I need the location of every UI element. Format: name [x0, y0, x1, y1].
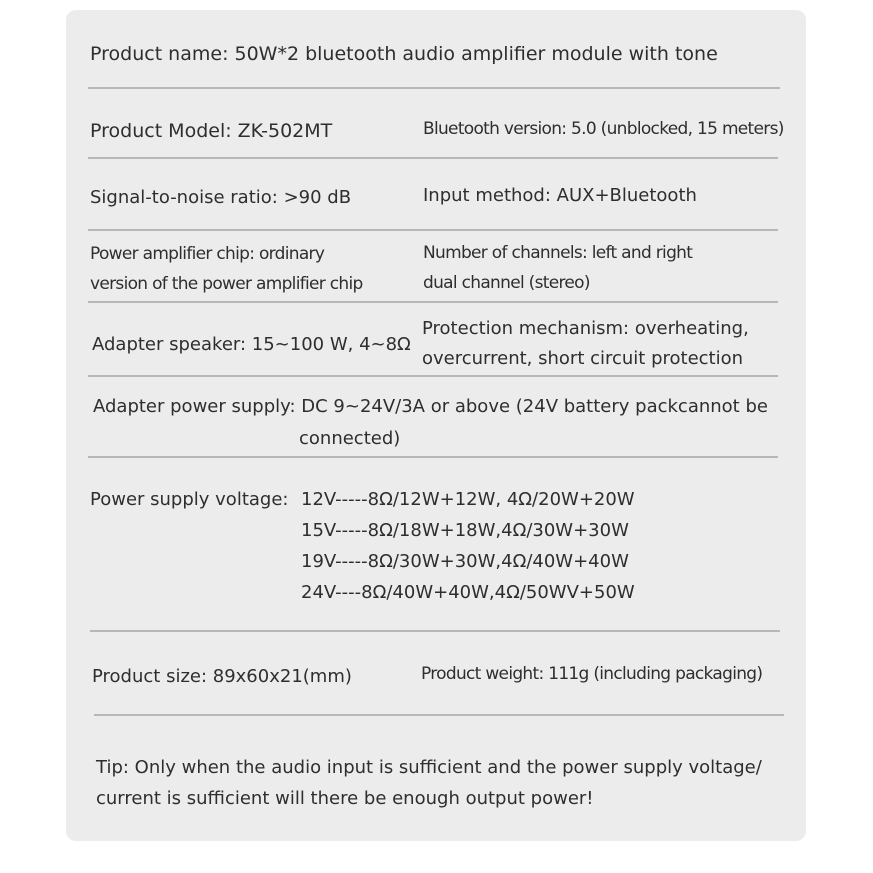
power-supply-line1: Adapter power supply: DC 9~24V/3A or above (24V battery packcannot be	[93, 396, 768, 417]
snr: Signal-to-noise ratio: >90 dB	[90, 187, 352, 208]
voltage-row: 19V-----8Ω/30W+30W,4Ω/40W+40W	[301, 551, 629, 572]
product-model: Product Model: ZK-502MT	[90, 120, 333, 142]
product-name: Product name: 50W*2 bluetooth audio amplifier module with tone	[90, 43, 718, 65]
bluetooth-version: Bluetooth version: 5.0 (unblocked, 15 meters)	[423, 119, 784, 139]
voltage-row: 15V-----8Ω/18W+18W,4Ω/30W+30W	[301, 520, 629, 541]
power-supply-line2: connected)	[299, 428, 401, 449]
divider	[88, 87, 780, 89]
divider	[90, 630, 780, 632]
input-method: Input method: AUX+Bluetooth	[423, 185, 697, 206]
amp-chip-line2: version of the power amplifier chip	[90, 274, 363, 294]
protection-line1: Protection mechanism: overheating,	[422, 318, 749, 339]
divider	[88, 229, 778, 231]
voltage-row: 12V-----8Ω/12W+12W, 4Ω/20W+20W	[301, 489, 635, 510]
tip-line1: Tip: Only when the audio input is sufficient and the power supply voltage/	[96, 757, 762, 778]
tip-line2: current is sufficient will there be enough output power!	[96, 788, 594, 809]
divider	[88, 375, 778, 377]
protection-line2: overcurrent, short circuit protection	[422, 348, 744, 369]
product-weight: Product weight: 111g (including packaging)	[421, 664, 763, 684]
amp-chip-line1: Power amplifier chip: ordinary	[90, 244, 325, 264]
divider	[88, 301, 778, 303]
divider	[88, 157, 778, 159]
divider	[94, 714, 784, 716]
product-size: Product size: 89x60x21(mm)	[92, 666, 352, 687]
voltage-row: 24V----8Ω/40W+40W,4Ω/50WV+50W	[301, 582, 635, 603]
voltage-label: Power supply voltage:	[90, 489, 289, 510]
channels-line1: Number of channels: left and right	[423, 243, 693, 263]
adapter-speaker: Adapter speaker: 15~100 W, 4~8Ω	[92, 334, 411, 355]
channels-line2: dual channel (stereo)	[423, 273, 590, 293]
divider	[88, 456, 778, 458]
